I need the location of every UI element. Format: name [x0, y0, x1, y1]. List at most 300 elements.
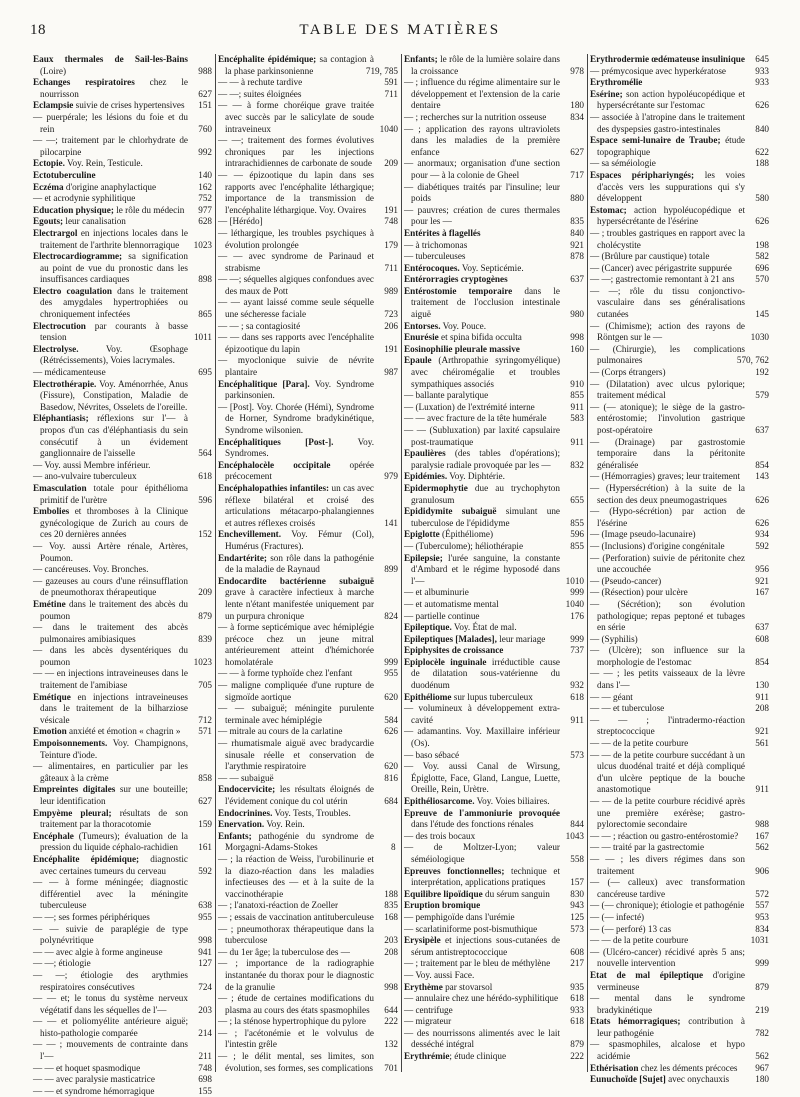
entry-text: — — à forme choréique grave traitée avec succès par le salicylate de soude intraveineux — [218, 100, 374, 134]
index-entry — [590, 483, 769, 506]
entry-text: — ; l'anatoxi-réaction de Zoeller — [218, 900, 339, 911]
entry-heading: Empreintes digitales — [33, 784, 116, 795]
index-entry — [590, 947, 769, 970]
index-entry — [33, 193, 212, 205]
entry-page-number: 637 — [570, 274, 584, 285]
entry-text: un cas avec réflexe bilatéral et croisé des articulations métacarpo-phalangiennes et autres réflexes croisés — [225, 482, 375, 528]
entry-text: — léthargique, les troubles psychiques à évolution prolongée — [218, 227, 374, 250]
entry-heading: Eclampsie — [33, 100, 74, 111]
index-entry — [590, 854, 769, 877]
entry-text: — — et hoquet spasmodique — [33, 1062, 141, 1073]
entry-text: — —; étiologie — [33, 958, 91, 969]
entry-page-number: 906 — [755, 865, 769, 876]
entry-text: — [Hérédo] — [218, 216, 263, 227]
entry-text: — médicamenteuse — [33, 367, 106, 378]
entry-text: — — et; le tonus du système nerveux végétatif dans les séquelles de l'— — [33, 993, 188, 1015]
entry-text: chez le nourrisson — [40, 77, 188, 99]
entry-page-number: 998 — [384, 981, 398, 992]
index-entry — [33, 761, 212, 784]
entry-page-number: 1040 — [565, 598, 584, 609]
entry-page-number: 933 — [755, 77, 769, 88]
entry-text: — puerpérale; les lésions du foie et du rein — [33, 111, 188, 134]
index-entry — [404, 541, 584, 553]
entry-page-number: 844 — [570, 819, 584, 830]
entry-text: — gazeuses au cours d'une réinsufflation de pneumothorax thérapeutique — [33, 575, 188, 598]
entry-text: — — de la petite courbure — [590, 935, 689, 946]
entry-heading: Empoisonnements. — [33, 738, 108, 749]
entry-text: — alimentaires, en particulier par les gâteaux à la crème — [33, 761, 188, 783]
index-entry — [33, 379, 212, 414]
index-entry — [404, 889, 584, 901]
entry-text: action hypoléucopédique et hypersécrétante de l'ésérine — [597, 204, 745, 227]
entry-text: — ; recherches sur la nutrition osseuse — [404, 111, 547, 122]
entry-heading: Entérorragies cryptogènes — [404, 274, 508, 285]
entry-page-number: 1040 — [379, 123, 398, 134]
entry-heading: Eczéma — [33, 181, 64, 192]
index-entry — [218, 89, 398, 101]
entry-page-number: 179 — [384, 239, 398, 250]
entry-heading: Entérostomie temporaire — [404, 285, 513, 296]
entry-page-number: 570, 762 — [736, 355, 769, 366]
index-entry — [33, 135, 212, 158]
entry-text: diagnostic avec certaines tumeurs du cerveau — [40, 853, 188, 876]
entry-heading: Encéphalocèle occipitale — [218, 459, 331, 470]
entry-page-number: 855 — [570, 540, 584, 551]
entry-text: — (Pseudo-cancer) — [590, 575, 662, 586]
entry-text: en injections locales dans le traitement de l'arthrite blennorragique — [40, 227, 188, 250]
index-entry — [33, 286, 212, 321]
entry-page-number: 1023 — [193, 656, 212, 667]
entry-page-number: 132 — [384, 1039, 398, 1050]
entry-text: dans l'étude des fonctions rénales — [411, 819, 534, 830]
index-entry — [404, 796, 584, 808]
entry-text: — diabétiques traités par l'insuline; leur poids — [404, 181, 560, 204]
entry-text: Voy. Syndrome parkinsonien. — [225, 378, 374, 401]
entry-page-number: 626 — [755, 216, 769, 227]
entry-text: — (Hémorragies) graves; leur traitement — [590, 471, 741, 482]
entry-text: — ; application des rayons ultraviolets dans les maladies de la première enfance — [404, 123, 560, 157]
entry-page-number: 130 — [755, 680, 769, 691]
entry-text: — — avec algie à forme angineuse — [33, 946, 163, 957]
entry-page-number: 176 — [570, 610, 584, 621]
entry-text: — spasmophiles, alcalose et hypo acidémie — [590, 1039, 745, 1062]
index-entry — [590, 437, 769, 472]
entry-heading: Estomac; — [590, 204, 627, 215]
entry-heading: Etat de mal épileptique — [590, 969, 704, 980]
entry-text: d'origine vermineuse — [597, 969, 745, 992]
entry-text: Voy. Septicémie. — [459, 262, 524, 273]
index-entry — [404, 761, 584, 796]
entry-text: résultats de son traitement par la thoracotomie — [40, 807, 188, 830]
entry-page-number: 898 — [198, 274, 212, 285]
entry-page-number: 188 — [384, 888, 398, 899]
entry-text: les voies d'accès vers les suppurations qui s'y développent — [597, 169, 745, 204]
entry-text: — (Cancer) avec périgastrite suppurée — [590, 262, 732, 273]
entry-page-number: 748 — [198, 1062, 212, 1073]
index-entry — [404, 158, 584, 181]
page-header — [0, 0, 800, 52]
entry-page-number: 167 — [755, 830, 769, 841]
entry-text: dans le traitement des amygdales hypertrophiées ou chroniquement infectées — [40, 285, 188, 320]
index-entry — [590, 935, 769, 947]
index-entry — [218, 1051, 398, 1074]
entry-page-number: 152 — [198, 529, 212, 540]
entry-page-number: 999 — [384, 656, 398, 667]
entry-text: irréductible cause de dilatation sous-vatérienne du duodénum — [411, 656, 561, 691]
index-entry — [218, 251, 398, 274]
entry-text: — — ; réaction ou gastro-entérostomie? — [590, 830, 739, 841]
entry-page-number: 835 — [570, 216, 584, 227]
index-entry — [590, 924, 769, 936]
entry-heading: Ethérisation — [590, 1062, 639, 1073]
entry-page-number: 988 — [198, 65, 212, 76]
entry-page-number: 626 — [755, 494, 769, 505]
index-entry — [404, 240, 584, 252]
entry-text: — (Brûlure par caustique) totale — [590, 251, 710, 262]
entry-text: — (Dilatation) avec ulcus pylorique; traitement médical — [590, 378, 745, 401]
index-entry — [590, 587, 769, 599]
entry-page-number: 628 — [198, 216, 212, 227]
entry-page-number: 140 — [198, 169, 212, 180]
entry-page-number: 921 — [755, 726, 769, 737]
index-entry — [218, 54, 398, 77]
entry-page-number: 858 — [198, 772, 212, 783]
entry-text: — (— chronique); étiologie et pathogénie — [590, 900, 745, 911]
index-entry — [404, 77, 584, 112]
entry-text: — — et syndrome hémorragique — [33, 1085, 155, 1096]
entry-page-number: 955 — [384, 668, 398, 679]
index-entry — [404, 506, 584, 529]
entry-text: — (Sécrétion); son évolution pathologique; repas peptoné et tubages en série — [590, 598, 745, 633]
index-entry — [33, 958, 212, 970]
entry-heading: Endocervicite; — [218, 784, 276, 795]
entry-text: son action hypoléucopédique et hypersécrétante sur l'estomac — [597, 88, 745, 111]
entry-text: — — ; l'intradermo-réaction streptococcique — [590, 714, 745, 737]
entry-page-number: 582 — [755, 251, 769, 262]
entry-page-number: 222 — [384, 1016, 398, 1027]
entry-text: technique et interprétation, applications pratiques — [411, 865, 560, 888]
entry-page-number: 645 — [755, 54, 769, 64]
index-entry — [33, 367, 212, 379]
entry-heading: Electrocardiogramme; — [33, 251, 123, 262]
entry-heading: Endartérite; — [218, 552, 267, 563]
entry-text: — à trichomonas — [404, 239, 468, 250]
entry-page-number: 854 — [755, 459, 769, 470]
entry-page-number: 911 — [755, 784, 769, 795]
entry-page-number: 737 — [570, 645, 584, 656]
index-entry — [218, 924, 398, 947]
entry-heading: Epreuve de l'ammoniurie provoquée — [404, 807, 560, 818]
index-entry — [218, 135, 398, 170]
entry-text: — pauvres; création de cures thermales pour les — — [404, 204, 560, 227]
entry-page-number: 921 — [570, 239, 584, 250]
entry-heading: Encéphale — [33, 830, 74, 841]
entry-text: — (Drainage) par gastrostomie temporaire dans la péritonite généralisée — [590, 436, 745, 470]
index-entry — [218, 668, 398, 680]
entry-heading: Encéphalitiques [Post-]. — [218, 436, 334, 447]
entry-heading: Enfants; — [218, 830, 252, 841]
entry-page-number: 839 — [198, 633, 212, 644]
entry-heading: Emétine — [33, 598, 66, 609]
index-entry — [404, 808, 584, 831]
index-entry — [218, 77, 398, 89]
index-entry — [218, 460, 398, 483]
index-entry — [590, 900, 769, 912]
index-entry — [33, 77, 212, 100]
entry-page-number: 1043 — [565, 830, 584, 841]
index-entry — [404, 645, 584, 657]
entry-page-number: 627 — [198, 796, 212, 806]
entry-page-number: 208 — [384, 946, 398, 957]
entry-text: — —; traitement par le chlorhydrate de pilocarpine — [33, 135, 188, 157]
index-entry — [218, 170, 398, 216]
entry-page-number: 1010 — [565, 575, 584, 586]
index-entry — [590, 170, 769, 205]
entry-text: sa contagion à la phase parkinsonienne — [225, 54, 374, 76]
entry-text: réflexions sur l'— à propos d'un cas d'éléphantiasis du sein consécutif à un évidement ganglionnaire de l'aisselle — [40, 413, 188, 459]
index-entry — [590, 506, 769, 529]
index-entry — [33, 726, 212, 738]
entry-page-number: 956 — [755, 564, 769, 575]
index-entry — [404, 251, 584, 263]
index-entry — [218, 529, 398, 552]
index-entry — [33, 321, 212, 344]
entry-page-number: 748 — [384, 216, 398, 227]
entry-heading: Entérocoques. — [404, 262, 460, 273]
entry-page-number: 219 — [755, 1004, 769, 1015]
index-entry — [33, 1086, 212, 1097]
entry-heading: Encéphalopathies infantiles: — [218, 482, 330, 493]
entry-page-number: 622 — [755, 146, 769, 157]
entry-page-number: 637 — [755, 622, 769, 633]
entry-page-number: 167 — [755, 587, 769, 598]
entry-text: due au trychophyton granulosum — [411, 482, 560, 505]
entry-heading: Epileptiques [Malades], — [404, 633, 497, 644]
index-entry — [404, 924, 584, 936]
entry-page-number: 1031 — [750, 935, 769, 946]
index-entry — [218, 297, 398, 320]
entry-page-number: 191 — [384, 343, 398, 354]
entry-page-number: 1030 — [750, 332, 769, 343]
entry-page-number: 980 — [570, 309, 584, 320]
entry-page-number: 191 — [384, 204, 398, 215]
entry-heading: Eunuchoïde [Sujet] — [590, 1074, 666, 1085]
index-entry — [33, 460, 212, 472]
index-entry — [33, 738, 212, 761]
entry-page-number: 933 — [755, 65, 769, 76]
index-entry — [218, 900, 398, 912]
index-entry — [33, 692, 212, 727]
index-entry — [33, 1016, 212, 1039]
entry-page-number: 724 — [198, 981, 212, 992]
index-entry — [33, 831, 212, 854]
entry-text: — ballante paralytique — [404, 390, 489, 401]
entry-page-number: 698 — [198, 1074, 212, 1085]
entry-page-number: 711 — [384, 88, 398, 99]
entry-page-number: 999 — [570, 633, 584, 644]
entry-page-number: 880 — [570, 193, 584, 204]
index-entry — [404, 402, 584, 414]
entry-text: Voy. Voies biliaires. — [474, 796, 550, 806]
entry-text: — ; la sténose hypertrophique du pylore — [218, 1016, 366, 1027]
entry-page-number: 979 — [384, 471, 398, 482]
entry-heading: Etats hémorragiques; — [590, 1016, 681, 1027]
entry-text: — pemphigoïde dans l'urémie — [404, 911, 515, 922]
entry-text: — Voy. aussi Artère rénale, Artères, Poumon. — [33, 540, 188, 563]
index-entry — [33, 413, 212, 459]
entry-page-number: 978 — [570, 65, 584, 76]
index-entry — [590, 703, 769, 715]
index-entry — [404, 529, 584, 541]
index-entry — [33, 947, 212, 959]
entry-heading: Epidémies. — [404, 471, 448, 482]
entry-heading: Erythrodermie œdémateuse insulinique — [590, 54, 745, 64]
index-entry — [404, 935, 584, 958]
entry-page-number: 998 — [198, 935, 212, 946]
entry-page-number: 878 — [570, 251, 584, 262]
index-entry — [33, 344, 212, 367]
entry-text: — — de la petite courbure succédant à un ulcus duodénal traité et déjà compliqué d'un ulcère peptique de la bouche anastomotique — [590, 749, 745, 795]
entry-page-number: 627 — [570, 146, 584, 157]
entry-page-number: 573 — [570, 749, 584, 760]
entry-text: — (Résection) pour ulcère — [590, 587, 688, 598]
entry-text: — — et tuberculose — [590, 703, 665, 714]
index-entry — [404, 112, 584, 124]
entry-text: Voy. Syndromes. — [225, 436, 374, 459]
index-entry — [404, 1016, 584, 1028]
entry-page-number: 832 — [570, 459, 584, 470]
entry-text: — — ; sa contagiosité — [218, 320, 301, 331]
entry-page-number: 592 — [198, 865, 212, 876]
entry-text: — migrateur — [404, 1016, 452, 1027]
entry-page-number: 834 — [755, 923, 769, 934]
index-entry — [590, 738, 769, 750]
index-entry — [404, 866, 584, 889]
entry-page-number: 580 — [755, 193, 769, 204]
index-entry — [404, 1005, 584, 1017]
index-entry — [590, 993, 769, 1016]
index-entry — [218, 993, 398, 1016]
entry-page-number: 151 — [198, 100, 212, 111]
index-entry — [404, 842, 584, 865]
entry-page-number: 125 — [570, 911, 584, 922]
index-entry — [404, 900, 584, 912]
index-entry — [33, 541, 212, 564]
index-entry — [33, 564, 212, 576]
entry-text: — ; traitement par le bleu de méthylène — [404, 958, 551, 969]
entry-text: d'origine anaphylactique — [63, 181, 157, 192]
entry-heading: Epiplocèle inguinale — [404, 656, 487, 667]
entry-heading: Enfants; — [404, 54, 438, 64]
entry-text: — — de la petite courbure récidivé après une première exérèse; gastro-pylorectomie secondaire — [590, 796, 745, 830]
entry-heading: Epiglotte — [404, 529, 440, 540]
entry-page-number: 591 — [384, 77, 398, 88]
entry-page-number: 835 — [384, 900, 398, 911]
entry-text: — anormaux; organisation d'une section pour — à la colonie de Gheel — [404, 158, 560, 180]
index-entry — [218, 553, 398, 576]
entry-page-number: 638 — [198, 900, 212, 911]
entry-page-number: 608 — [755, 633, 769, 644]
entry-text: dans le traitement des abcès du poumon — [40, 598, 188, 621]
index-entry — [590, 251, 769, 263]
entry-heading: Eaux thermales de Sail-les-Bains — [33, 54, 188, 64]
entry-text: — ; le délit mental, ses limites, son évolution, ses formes, ses complications — [218, 1051, 374, 1073]
index-entry — [218, 773, 398, 785]
index-entry — [590, 112, 769, 135]
entry-text: — partielle continue — [404, 610, 480, 621]
entry-text: Voy. Pouce. — [440, 320, 487, 331]
entry-text: (Tumeurs); évaluation de la pression du liquide céphalo-rachidien — [40, 830, 188, 853]
entry-page-number: 865 — [198, 309, 212, 320]
index-entry — [590, 1039, 769, 1062]
index-entry — [33, 924, 212, 947]
index-entry — [218, 947, 398, 959]
entry-text: — — à rechute tardive — [218, 77, 303, 88]
entry-page-number: 558 — [570, 853, 584, 864]
entry-text: — ; troubles gastriques en rapport avec la cholécystite — [590, 227, 745, 250]
entry-text: — — avec paralysie masticatrice — [33, 1074, 155, 1085]
entry-page-number: 596 — [570, 529, 584, 540]
entry-text: — (Inclusions) d'origine congénitale — [590, 540, 725, 551]
index-entry — [33, 877, 212, 912]
index-entry — [218, 784, 398, 807]
index-entry — [404, 611, 584, 623]
index-entry — [590, 831, 769, 843]
entry-heading: Epithéliosarcome. — [404, 796, 475, 806]
entry-text: — (Syphilis) — [590, 633, 638, 644]
entry-page-number: 618 — [570, 691, 584, 702]
entry-page-number: 834 — [570, 111, 584, 122]
entry-heading: Emasculation — [33, 482, 87, 493]
entry-page-number: 618 — [570, 1016, 584, 1027]
entry-page-number: 596 — [198, 494, 212, 505]
entry-text: — — traité par la gastrectomie — [590, 842, 705, 853]
entry-text: — et albuminurie — [404, 587, 469, 598]
entry-page-number: 159 — [198, 819, 212, 830]
entry-text: — ; la réaction de Weiss, l'urobilinurie et la diazo-réaction dans les maladies infectieuses des — et à la suite de la vaccinothérapie — [218, 853, 374, 899]
entry-page-number: 570 — [755, 274, 769, 285]
entry-page-number: 208 — [755, 703, 769, 714]
entry-page-number: 855 — [570, 517, 584, 528]
entry-heading: Encéphalitique [Para]. — [218, 378, 310, 389]
entry-text: — baso sébacé — [404, 749, 460, 760]
entry-heading: Erythrémie — [404, 1051, 450, 1062]
entry-heading: Erysipèle — [404, 935, 441, 946]
entry-page-number: 620 — [384, 691, 398, 702]
index-columns — [30, 54, 772, 1096]
entry-page-number: 911 — [570, 436, 584, 447]
entry-text: — — ; les petits vaisseaux de la lèvre dans l'— — [590, 668, 745, 691]
entry-page-number: 143 — [755, 471, 769, 482]
entry-text: — mental dans le syndrome bradykinétique — [590, 993, 745, 1015]
entry-text: — (Hypersécrétion) à la suite de la section des deux pneumogastriques — [590, 482, 745, 505]
index-entry — [33, 1063, 212, 1075]
entry-page-number: 717 — [570, 169, 584, 180]
entry-text: — — en injections intraveineuses dans le traitement de l'amibiase — [33, 668, 188, 691]
entry-text: — de Moltzer-Lyon; valeur séméiologique — [404, 842, 560, 864]
entry-text: — — (Subluxation) par laxité capsulaire post-traumatique — [404, 425, 560, 447]
index-entry — [33, 808, 212, 831]
index-entry — [590, 321, 769, 344]
index-entry — [590, 1063, 769, 1075]
entry-page-number: 879 — [755, 981, 769, 992]
index-entry — [218, 274, 398, 297]
entry-page-number: 999 — [755, 958, 769, 969]
entry-text: simulant une tuberculose de l'épididyme — [411, 506, 560, 528]
entry-heading: Epilepsie; — [404, 552, 443, 563]
index-entry — [590, 599, 769, 634]
entry-page-number: 209 — [384, 158, 398, 169]
